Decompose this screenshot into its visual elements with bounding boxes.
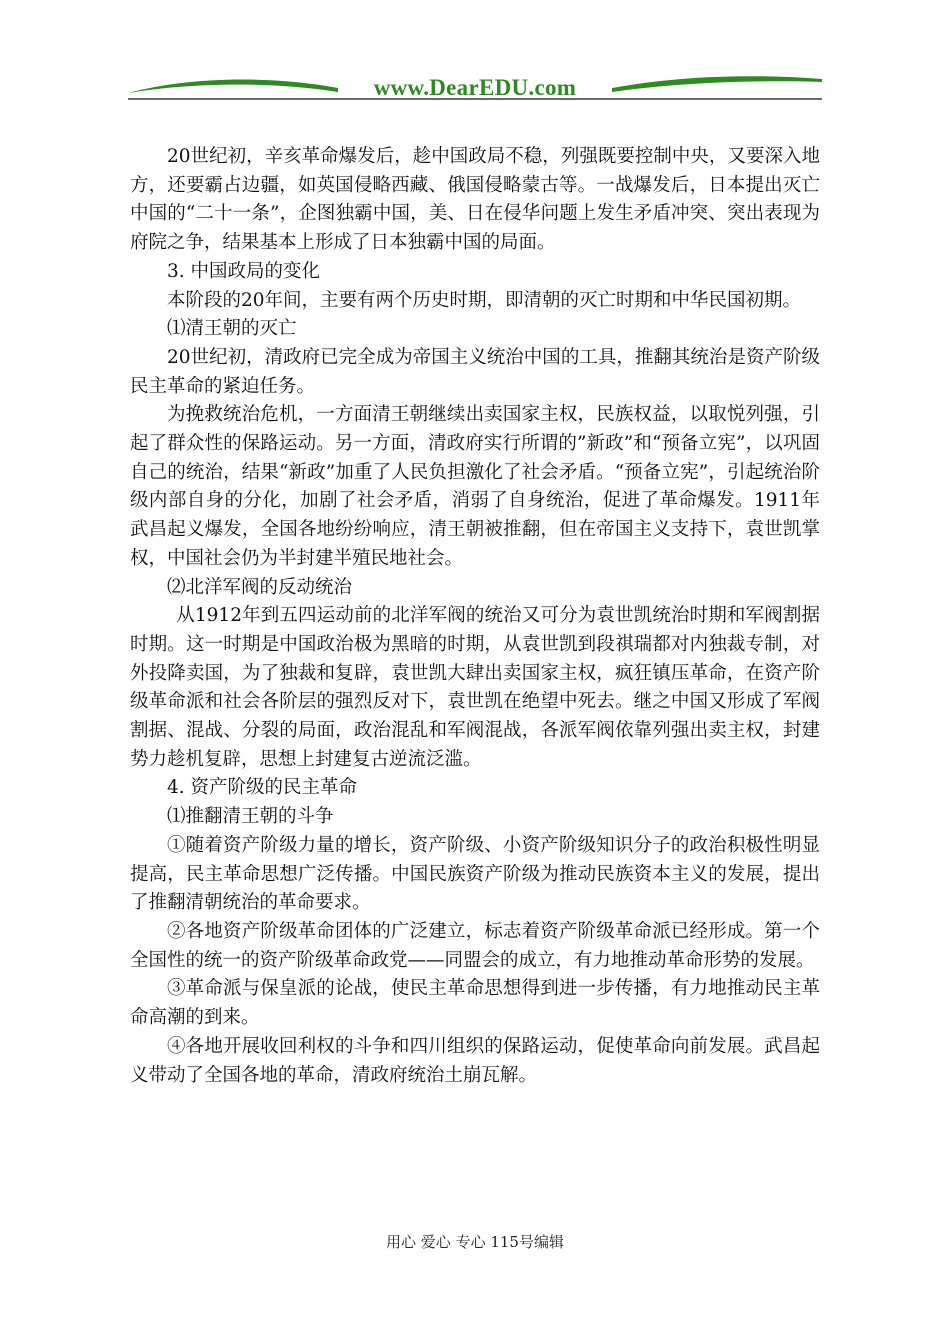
subheading-1: ⑴推翻清王朝的斗争 [167,806,334,828]
paragraph-intro: 20世纪初，辛亥革命爆发后，趁中国政局不稳，列强既要控制中央，又要深入地方，还要霸占边疆，如英国侵略西藏、俄国侵略蒙古等。一战爆发后，日本提出灭亡中国的“二十一条”，企图独霸中国，美、日在侵华问题上发生矛盾冲突、突出表现为府院之争，结果基本上形成了日本独霸中国的局面。 [130,146,820,254]
paragraph: 20世纪初，清政府已完全成为帝国主义统治中国的工具，推翻其统治是资产阶级民主革命的紧迫任务。 [130,346,820,397]
site-logo-text: www.DearEDU.com [373,75,577,100]
section-heading-3: 3. 中国政局的变化 [167,260,321,282]
subheading-1: ⑴清王朝的灭亡 [167,318,297,340]
paragraph: 为挽救统治危机，一方面清王朝继续出卖国家主权，民族权益，以取悦列强，引起了群众性的保路运动。另一方面，清政府实行所谓的”新政”和“预备立宪”，以巩固自己的统治，结果“新政”加重了人民负担激化了社会矛盾。“预备立宪”，引起统治阶级内部自身的分化，加剧了社会矛盾，消弱了自身统治，促进了革命爆发。1911年武昌起义爆发，全国各地纷纷响应，清王朝被推翻，但在帝国主义支持下，袁世凯掌权，中国社会仍为半封建半殖民地社会。 [130,404,820,569]
list-item: ③革命派与保皇派的论战，使民主革命思想得到进一步传播，有力地推动民主革命高潮的到来。 [130,978,820,1029]
list-item: ④各地开展收回利权的斗争和四川组织的保路运动，促使革命向前发展。武昌起义带动了全国各地的革命，清政府统治土崩瓦解。 [130,1035,820,1086]
subheading-2: ⑵北洋军阀的反动统治 [167,576,353,598]
paragraph: 从1912年到五四运动前的北洋军阀的统治又可分为袁世凯统治时期和军阀割据时期。这一时期是中国政治极为黑暗的时期，从袁世凯到段祺瑞都对内独裁专制，对外投降卖国，为了独裁和复辟，袁世凯大肆出卖国家主权，疯狂镇压革命，在资产阶级革命派和社会各阶层的强烈反对下，袁世凯在绝望中死去。继之中国又形成了军阀割据、混战、分裂的局面，政治混乱和军阀混战，各派军阀依靠列强出卖主权，封建势力趁机复辟，思想上封建复古逆流泛滥。 [130,605,820,770]
section-heading-4: 4. 资产阶级的民主革命 [167,777,358,799]
page-footer: 用心 爱心 专心 115号编辑 [386,1233,564,1251]
document-body [130,143,820,1090]
list-item: ①随着资产阶级力量的增长，资产阶级、小资产阶级知识分子的政治积极性明显提高，民主革命思想广泛传播。中国民族资产阶级为推动民族资本主义的发展，提出了推翻清朝统治的革命要求。 [130,834,820,914]
paragraph: 本阶段的20年间，主要有两个历史时期，即清朝的灭亡时期和中华民国初期。 [167,289,802,311]
page-header [128,66,822,106]
list-item: ②各地资产阶级革命团体的广泛建立，标志着资产阶级革命派已经形成。第一个全国性的统一的资产阶级革命政党——同盟会的成立，有力地推动革命形势的发展。 [130,920,820,971]
